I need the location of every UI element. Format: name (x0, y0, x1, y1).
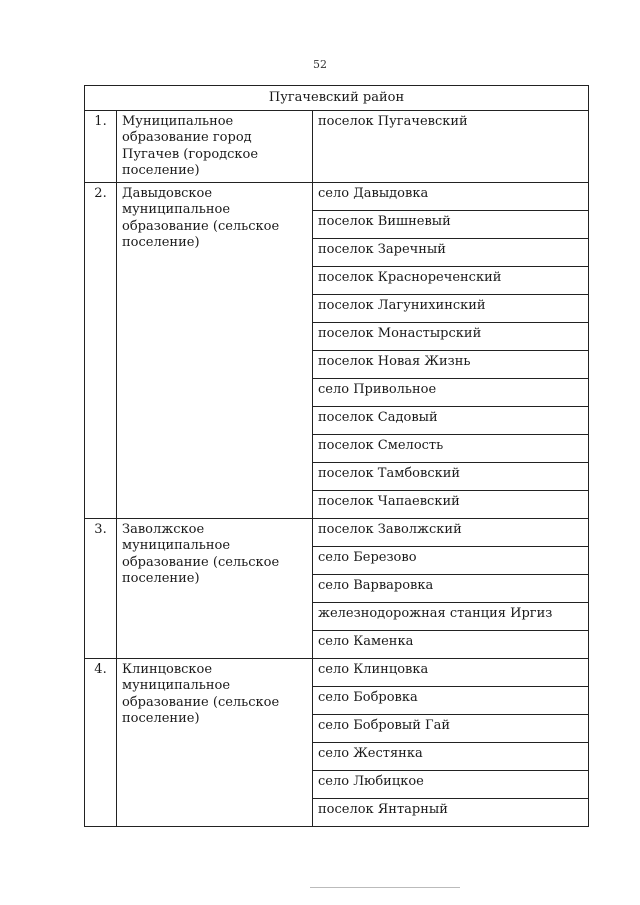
settlement-name: село Бобровка (313, 687, 589, 715)
settlement-name: железнодорожная станция Иргиз (313, 603, 589, 631)
settlement-name: село Жестянка (313, 743, 589, 771)
district-header-row (85, 86, 589, 111)
settlement-name: поселок Заволжский (313, 519, 589, 547)
settlements-table (84, 85, 589, 827)
municipality-number: 3. (85, 519, 117, 659)
municipality-number: 1. (85, 111, 117, 183)
settlement-name: поселок Вишневый (313, 211, 589, 239)
settlement-name: село Березово (313, 547, 589, 575)
municipality-name: Муниципальное образование город Пугачев (городское поселение) (117, 111, 313, 183)
settlement-name: село Варваровка (313, 575, 589, 603)
settlement-name: поселок Краснореченский (313, 267, 589, 295)
municipality-name: Заволжское муниципальное образование (сельское поселение) (117, 519, 313, 659)
settlement-name: поселок Садовый (313, 407, 589, 435)
settlement-name: село Любицкое (313, 771, 589, 799)
table-row (85, 183, 589, 211)
district-title: Пугачевский район (85, 86, 589, 111)
settlement-name: поселок Новая Жизнь (313, 351, 589, 379)
municipality-number: 4. (85, 659, 117, 827)
table-row (85, 659, 589, 687)
settlement-name: поселок Пугачевский (313, 111, 589, 183)
municipality-number: 2. (85, 183, 117, 519)
settlement-name: село Каменка (313, 631, 589, 659)
settlement-name: поселок Монастырский (313, 323, 589, 351)
municipality-name: Давыдовское муниципальное образование (сельское поселение) (117, 183, 313, 519)
settlement-name: поселок Смелость (313, 435, 589, 463)
settlement-name: село Бобровый Гай (313, 715, 589, 743)
table-row (85, 519, 589, 547)
scan-artifact-line (310, 887, 460, 888)
settlement-name: поселок Лагунихинский (313, 295, 589, 323)
municipality-name: Клинцовское муниципальное образование (сельское поселение) (117, 659, 313, 827)
settlement-name: поселок Чапаевский (313, 491, 589, 519)
settlement-name: поселок Заречный (313, 239, 589, 267)
settlement-name: поселок Тамбовский (313, 463, 589, 491)
page-number: 52 (313, 58, 327, 71)
settlement-name: поселок Янтарный (313, 799, 589, 827)
settlement-name: село Давыдовка (313, 183, 589, 211)
table-row (85, 111, 589, 183)
settlement-name: село Клинцовка (313, 659, 589, 687)
settlement-name: село Привольное (313, 379, 589, 407)
